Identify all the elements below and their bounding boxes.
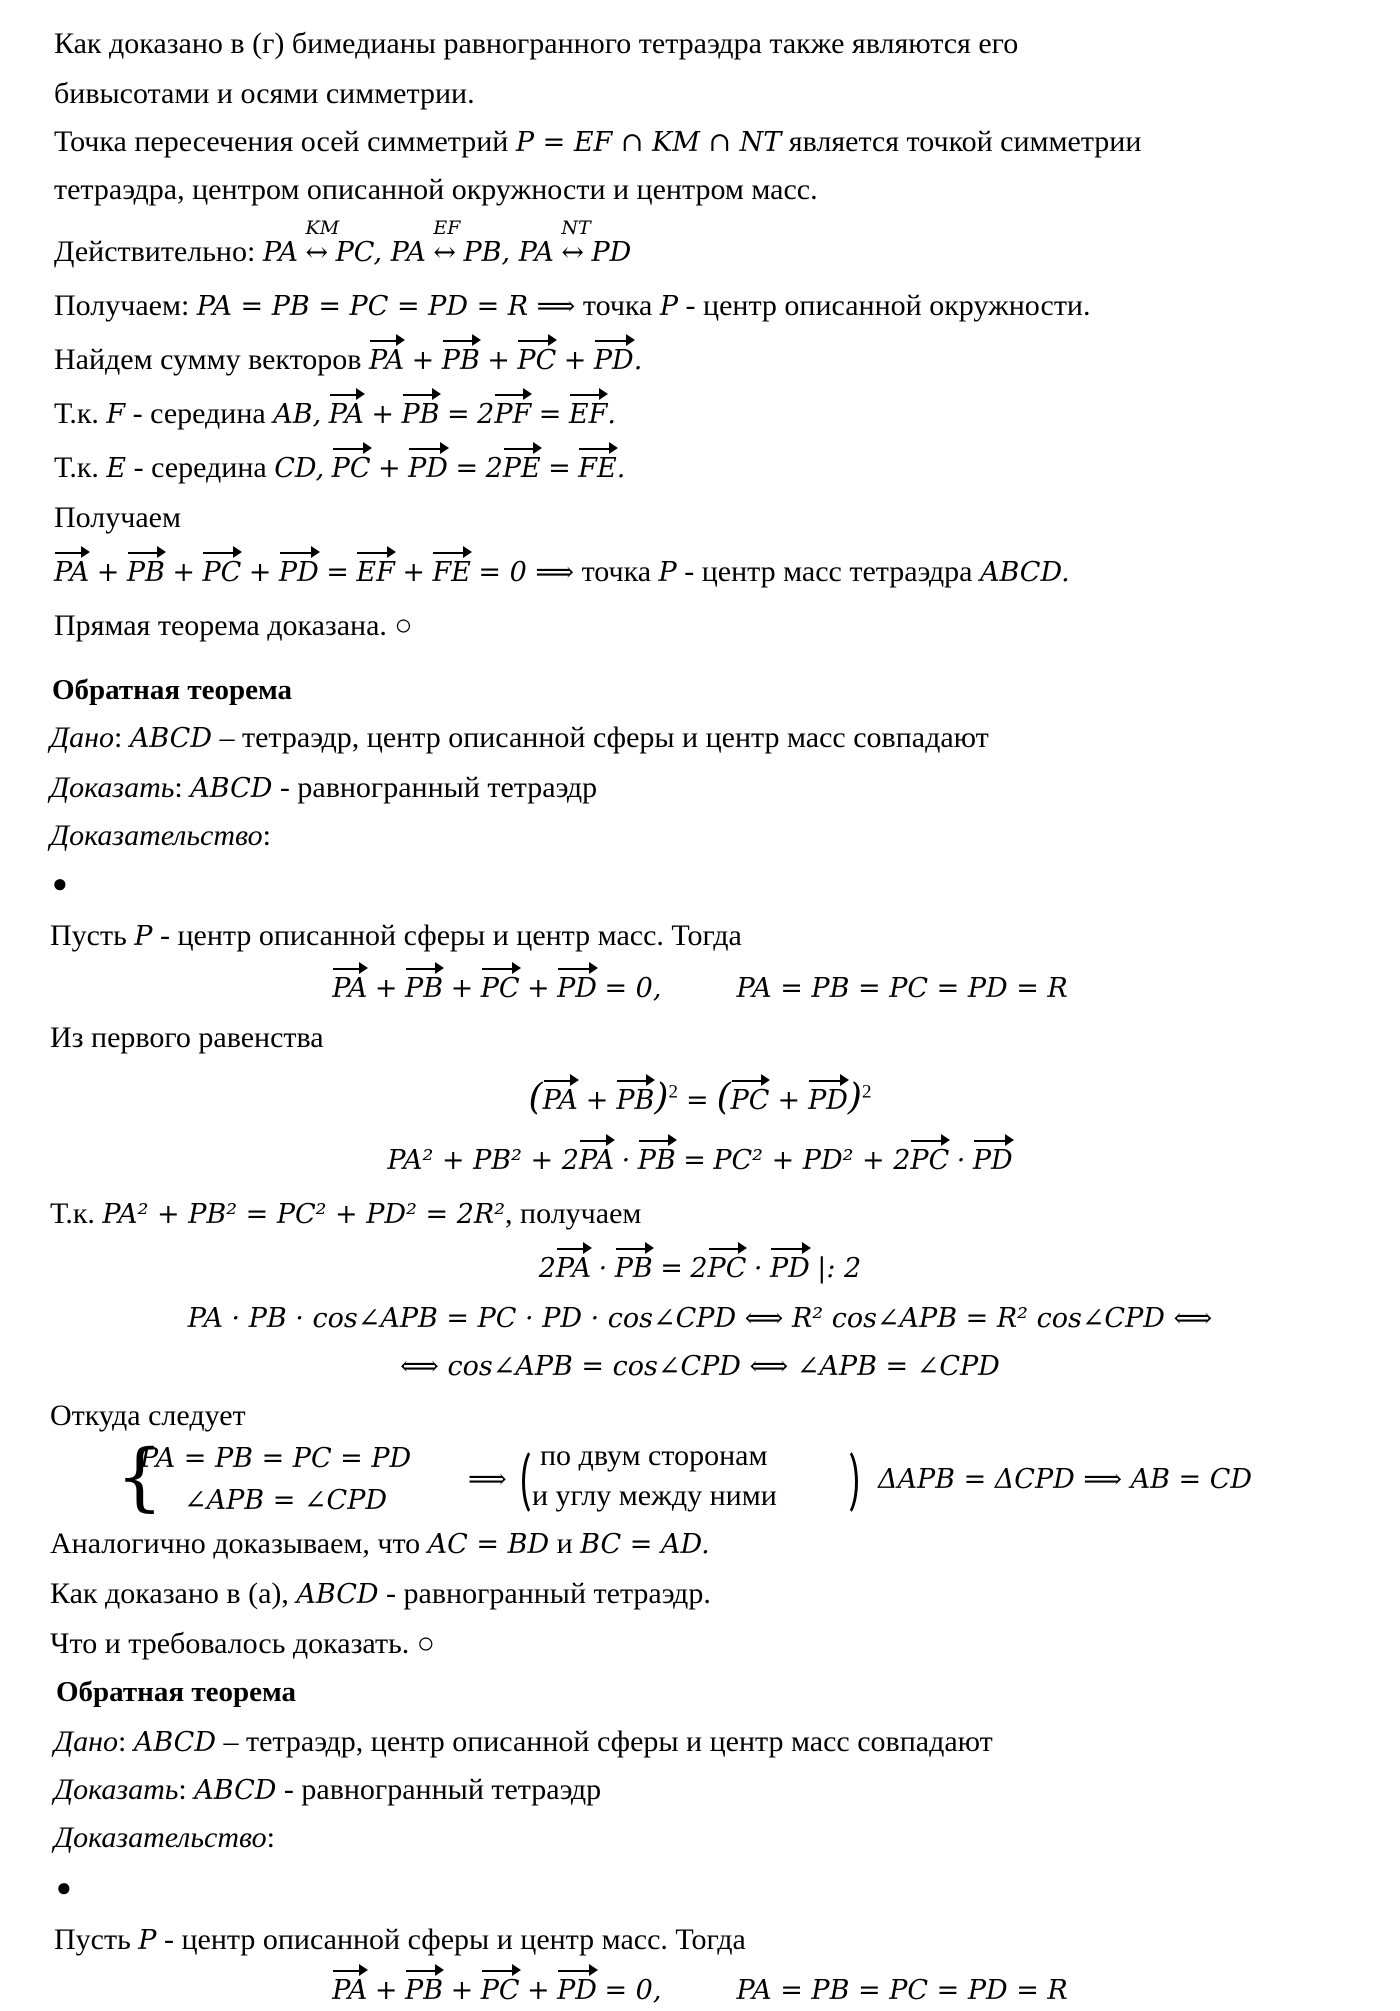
- variable: ABCD: [194, 1775, 277, 1806]
- operator: ·: [956, 1145, 966, 1176]
- number: 2: [538, 1253, 556, 1284]
- text: Т.к.: [50, 1197, 95, 1230]
- variable: ABCD: [190, 773, 273, 804]
- vector: PA: [332, 1971, 367, 2011]
- operator: = 0,: [604, 1975, 662, 2006]
- number: 2: [690, 1253, 708, 1284]
- operator: +: [402, 557, 425, 588]
- operator: =: [548, 453, 571, 484]
- implies-symbol: [468, 1459, 507, 1500]
- operator: +: [374, 1975, 398, 2006]
- formula: BC = AD.: [580, 1529, 710, 1560]
- text: - середина: [133, 451, 267, 484]
- equation-cos: [0, 1346, 1400, 1387]
- text-line: Прямая теорема доказана. ○: [54, 609, 413, 642]
- text-line: [54, 552, 1070, 593]
- formula: AC = BD: [427, 1529, 550, 1560]
- text-line: [54, 394, 616, 435]
- paren: ): [654, 1077, 669, 1118]
- system-line: [184, 1480, 387, 1521]
- variable: P: [658, 557, 677, 588]
- text-line: Что и требовалось доказать. ○: [50, 1627, 435, 1660]
- variable: ABCD: [129, 723, 212, 754]
- text: Действительно:: [54, 235, 256, 268]
- equation-cos: [0, 1298, 1400, 1339]
- variable: E: [106, 453, 127, 484]
- text: Пусть: [54, 1923, 131, 1956]
- operator: +: [585, 1085, 609, 1116]
- variable: F: [106, 399, 126, 430]
- formula: P = EF ∩ KM ∩ NT: [515, 127, 782, 158]
- operator: = 0,: [604, 973, 662, 1004]
- formula: PC² + PD² + 2: [713, 1145, 911, 1176]
- operator: +: [374, 973, 398, 1004]
- text: - середина: [132, 397, 266, 430]
- reason-line: по двум сторонам: [540, 1439, 768, 1472]
- vector: PB: [402, 395, 440, 435]
- exponent: 2: [861, 1081, 872, 1103]
- text: Аналогично доказываем, что: [50, 1527, 421, 1560]
- text-line: [54, 286, 1091, 327]
- equation: [0, 968, 1400, 1009]
- prove-label: Доказать: [50, 771, 175, 804]
- vector: PA: [369, 341, 404, 381]
- vector: PC: [910, 1141, 949, 1181]
- operator: .: [607, 399, 616, 430]
- text: - центр описанной окружности.: [685, 289, 1091, 322]
- operator: =: [326, 557, 349, 588]
- text: Получаем:: [54, 289, 190, 322]
- vector: PA: [332, 969, 367, 1009]
- system-line: [140, 1438, 411, 1479]
- text: - центр описанной сферы и центр масс. Тогда: [159, 919, 742, 952]
- formula: PA² + PB² = PC² + PD² = 2R²: [102, 1199, 506, 1230]
- text-line: [50, 1194, 641, 1235]
- text-line: [50, 1524, 710, 1565]
- text-line: бивысотами и осями симметрии.: [54, 77, 475, 110]
- operator: ⟹: [468, 1464, 507, 1495]
- variable: AB,: [273, 399, 322, 430]
- vector: PD: [279, 553, 319, 593]
- text: Т.к.: [54, 397, 99, 430]
- operator: =: [447, 399, 470, 430]
- text: точка: [581, 555, 652, 588]
- arrow-symbol: ↔: [561, 237, 584, 268]
- vector: PE: [503, 449, 541, 489]
- text: , получаем: [505, 1197, 642, 1230]
- colon: :: [174, 771, 183, 804]
- text-line: Откуда следует: [50, 1399, 246, 1432]
- operator: ·: [753, 1253, 763, 1284]
- operator: +: [450, 973, 474, 1004]
- bullet: ●: [52, 869, 68, 898]
- formula: PA = PB = PC = PD = R: [736, 1975, 1068, 2006]
- formula: ∠APB = ∠CPD: [184, 1485, 388, 1516]
- given-label: Дано: [50, 721, 114, 754]
- vector: PD: [557, 1971, 597, 2011]
- text-line: Из первого равенства: [50, 1021, 324, 1054]
- number: 2: [485, 453, 503, 484]
- operator: = 0 ⟹: [478, 557, 575, 588]
- variable: CD,: [274, 453, 325, 484]
- vector: PD: [808, 1081, 848, 1121]
- vector: PD: [770, 1249, 810, 1289]
- left-brace: {: [116, 1434, 164, 1520]
- axis-label: NT: [561, 217, 591, 239]
- formula: PA = PB = PC = PD = R ⟹: [196, 291, 576, 322]
- vector: PC: [708, 1249, 747, 1289]
- colon: :: [262, 819, 271, 852]
- text: - центр описанной сферы и центр масс. Тогда: [163, 1923, 746, 1956]
- variable: P: [134, 921, 153, 952]
- formula: |: 2: [817, 1253, 862, 1284]
- operator: ·: [621, 1145, 631, 1176]
- colon: :: [117, 1725, 127, 1758]
- operator: =: [660, 1253, 683, 1284]
- symmetry-arrow: [561, 217, 591, 273]
- text: - центр масс тетраэдра: [684, 555, 973, 588]
- variable: P: [138, 1925, 157, 1956]
- operator: +: [527, 973, 550, 1004]
- formula: PA = PB = PC = PD: [140, 1443, 412, 1474]
- vector: PB: [638, 1141, 676, 1181]
- operator: .: [633, 345, 643, 376]
- prove-line: [54, 1770, 601, 1811]
- operator: =: [538, 399, 562, 430]
- arrow-symbol: ↔: [433, 237, 456, 268]
- paren: ): [847, 1077, 862, 1118]
- text-line: [54, 122, 1141, 163]
- variable: ABCD.: [979, 557, 1070, 588]
- formula: ΔAPB = ΔCPD ⟹ AB = CD: [878, 1464, 1253, 1495]
- vector: EF: [356, 553, 394, 593]
- formula: PD: [591, 237, 632, 268]
- prove-line: [50, 768, 597, 809]
- vector: FE: [578, 449, 616, 489]
- formula: PC, PA: [335, 237, 426, 268]
- formula: ⟺ cos∠APB = cos∠CPD ⟺ ∠APB = ∠CPD: [400, 1351, 1000, 1382]
- operator: +: [411, 345, 435, 376]
- arrow-symbol: ↔: [305, 237, 329, 268]
- paren: (: [716, 1077, 731, 1118]
- text-line: Как доказано в (г) бимедианы равногранного тетраэдра также являются его: [54, 27, 1019, 60]
- operator: +: [371, 399, 394, 430]
- vector: PB: [442, 341, 480, 381]
- reason-line: и углу между ними: [532, 1479, 777, 1512]
- text-line: [54, 340, 642, 381]
- text-line: [54, 1920, 746, 1961]
- operator: +: [378, 453, 401, 484]
- operator: +: [777, 1085, 801, 1116]
- equation-squares: [0, 1078, 1400, 1121]
- text: - равногранный тетраэдр: [279, 771, 598, 804]
- variable: ABCD: [133, 1727, 216, 1758]
- text: является точкой симметрии: [788, 125, 1142, 158]
- prove-label: Доказать: [54, 1773, 179, 1806]
- symmetry-line: [54, 217, 632, 273]
- vector: PC: [481, 1971, 520, 2011]
- vector: EF: [569, 395, 607, 435]
- text-line: Получаем: [54, 501, 181, 534]
- text: Найдем сумму векторов: [54, 343, 362, 376]
- vector: PA: [54, 553, 89, 593]
- formula: PA: [262, 237, 299, 268]
- text-line: [54, 448, 625, 489]
- text: – тетраэдр, центр описанной сферы и центр масс совпадают: [219, 721, 989, 754]
- variable: P: [659, 291, 679, 322]
- variable: ABCD: [296, 1579, 379, 1610]
- text: - равногранный тетраэдр.: [386, 1577, 711, 1610]
- section-heading: Обратная теорема: [52, 674, 293, 706]
- text: и: [556, 1527, 573, 1560]
- text-line: [50, 1574, 711, 1615]
- bullet: ●: [56, 1873, 72, 1902]
- operator: +: [487, 345, 510, 376]
- number: 2: [477, 399, 495, 430]
- text: Т.к.: [54, 451, 99, 484]
- proof-line: [54, 1818, 275, 1858]
- axis-label: KM: [305, 217, 340, 239]
- operator: =: [683, 1145, 706, 1176]
- symmetry-arrow: [433, 217, 461, 273]
- formula: PA = PB = PC = PD = R: [736, 973, 1068, 1004]
- given-line: [50, 718, 989, 759]
- formula: PA · PB · cos∠APB = PC · PD · cos∠CPD ⟺ R² cos∠APB = R² cos∠CPD ⟺: [187, 1303, 1213, 1334]
- text: Как доказано в (а),: [50, 1577, 289, 1610]
- operator: ·: [598, 1253, 608, 1284]
- vector: PA: [543, 1081, 578, 1121]
- vector: PB: [405, 969, 443, 1009]
- colon: :: [113, 721, 123, 754]
- equation-expand: [0, 1140, 1400, 1181]
- text: - равногранный тетраэдр: [283, 1773, 602, 1806]
- vector: PD: [557, 969, 597, 1009]
- operator: =: [685, 1085, 709, 1116]
- vector: PC: [731, 1081, 770, 1121]
- text: точка: [582, 289, 653, 322]
- equation-dot: [0, 1248, 1400, 1289]
- text: – тетраэдр, центр описанной сферы и центр масс совпадают: [223, 1725, 993, 1758]
- colon: :: [266, 1821, 275, 1854]
- axis-label: EF: [433, 217, 461, 239]
- conclusion: [878, 1459, 1252, 1500]
- proof-label: Доказательство: [54, 1821, 267, 1854]
- operator: +: [450, 1975, 474, 2006]
- exponent: 2: [668, 1081, 678, 1103]
- operator: +: [527, 1975, 550, 2006]
- formula: PA² + PB² + 2: [387, 1145, 579, 1176]
- proof-line: [50, 816, 271, 856]
- vector: PC: [517, 341, 556, 381]
- vector: PD: [973, 1141, 1013, 1181]
- vector: PB: [615, 1249, 653, 1289]
- vector: PA: [556, 1249, 591, 1289]
- vector: PC: [202, 553, 241, 593]
- text-line: тетраэдра, центром описанной окружности и центром масс.: [54, 173, 818, 206]
- vector: PA: [329, 395, 364, 435]
- text: Пусть: [50, 919, 127, 952]
- given-line: [54, 1722, 993, 1763]
- operator: .: [616, 453, 626, 484]
- vector: PA: [579, 1141, 614, 1181]
- symmetry-arrow: [305, 217, 340, 273]
- vector: PB: [405, 1971, 443, 2011]
- operator: =: [455, 453, 479, 484]
- vector: PB: [616, 1081, 654, 1121]
- vector: FE: [432, 553, 470, 593]
- vector: PC: [481, 969, 520, 1009]
- operator: +: [96, 557, 120, 588]
- vector: PD: [594, 341, 634, 381]
- given-label: Дано: [54, 1725, 118, 1758]
- operator: +: [563, 345, 587, 376]
- right-paren: [830, 1446, 858, 1518]
- equation: [0, 1970, 1400, 2011]
- vector: PC: [332, 449, 371, 489]
- vector: PB: [127, 553, 165, 593]
- vector: PF: [494, 395, 531, 435]
- operator: +: [248, 557, 272, 588]
- text-line: [50, 916, 742, 957]
- formula: PB, PA: [463, 237, 554, 268]
- colon: :: [178, 1773, 187, 1806]
- section-heading: Обратная теорема: [56, 1676, 297, 1708]
- paren: (: [528, 1077, 543, 1118]
- text: Точка пересечения осей симметрий: [54, 125, 509, 158]
- vector: PD: [408, 449, 448, 489]
- operator: +: [172, 557, 195, 588]
- proof-label: Доказательство: [50, 819, 263, 852]
